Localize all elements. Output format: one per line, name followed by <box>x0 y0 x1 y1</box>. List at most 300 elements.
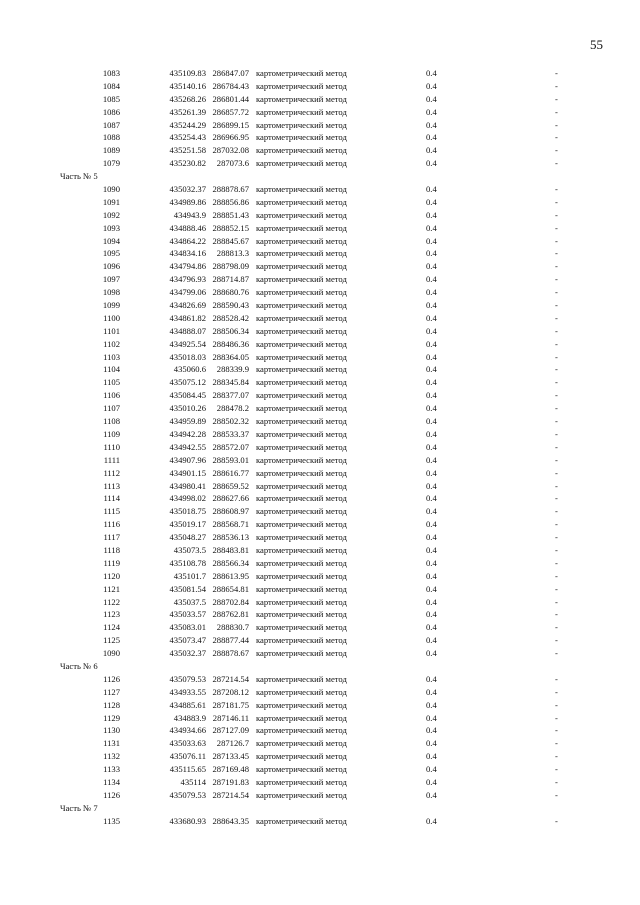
remark: - <box>555 725 558 736</box>
table-row <box>0 712 640 725</box>
point-number: 1092 <box>102 209 120 220</box>
table-row <box>0 80 640 93</box>
x-coordinate: 435018.75 <box>169 506 206 517</box>
method: картометрический метод <box>256 261 347 272</box>
point-number: 1130 <box>103 725 120 736</box>
accuracy: 0.4 <box>426 377 437 388</box>
table-row <box>0 763 640 776</box>
x-coordinate: 434794.86 <box>169 261 206 272</box>
method: картометрический метод <box>256 751 347 762</box>
method: картометрический метод <box>256 312 347 323</box>
x-coordinate: 434796.93 <box>169 274 206 285</box>
remark: - <box>555 287 558 298</box>
accuracy: 0.4 <box>426 416 437 427</box>
y-coordinate: 288878.67 <box>212 184 249 195</box>
method: картометрический метод <box>256 789 347 800</box>
part-label: Часть № 7 <box>60 802 98 813</box>
point-number: 1090 <box>102 184 120 195</box>
table-row <box>0 634 640 647</box>
remark: - <box>555 196 558 207</box>
x-coordinate: 434959.89 <box>169 416 206 427</box>
point-number: 1106 <box>103 390 120 401</box>
point-number: 1127 <box>103 686 120 697</box>
x-coordinate: 434943.9 <box>173 209 206 220</box>
accuracy: 0.4 <box>426 738 437 749</box>
method: картометрический метод <box>256 635 347 646</box>
accuracy: 0.4 <box>426 609 437 620</box>
x-coordinate: 435114 <box>180 776 206 787</box>
point-number: 1107 <box>103 403 120 414</box>
part-heading <box>0 170 640 183</box>
table-row <box>0 273 640 286</box>
y-coordinate: 287146.11 <box>212 712 249 723</box>
method: картометрический метод <box>256 158 347 169</box>
point-number: 1108 <box>103 416 120 427</box>
y-coordinate: 288654.81 <box>212 583 249 594</box>
point-number: 1134 <box>103 776 120 787</box>
point-number: 1112 <box>103 467 120 478</box>
remark: - <box>555 532 558 543</box>
accuracy: 0.4 <box>426 68 437 78</box>
x-coordinate: 435115.65 <box>169 764 206 775</box>
method: картометрический метод <box>256 532 347 543</box>
method: картометрический метод <box>256 351 347 362</box>
point-number: 1099 <box>102 300 120 311</box>
accuracy: 0.4 <box>426 158 437 169</box>
remark: - <box>555 222 558 233</box>
point-number: 1079 <box>102 158 120 169</box>
table-row <box>0 454 640 467</box>
y-coordinate: 286801.44 <box>212 93 249 104</box>
y-coordinate: 288339.9 <box>216 364 249 375</box>
y-coordinate: 288762.81 <box>212 609 249 620</box>
method: картометрический метод <box>256 712 347 723</box>
y-coordinate: 288830.7 <box>216 622 249 633</box>
method: картометрический метод <box>256 106 347 117</box>
accuracy: 0.4 <box>426 248 437 259</box>
accuracy: 0.4 <box>426 789 437 800</box>
accuracy: 0.4 <box>426 196 437 207</box>
accuracy: 0.4 <box>426 583 437 594</box>
accuracy: 0.4 <box>426 145 437 156</box>
accuracy: 0.4 <box>426 776 437 787</box>
y-coordinate: 288506.34 <box>212 325 249 336</box>
table-row <box>0 312 640 325</box>
accuracy: 0.4 <box>426 596 437 607</box>
table-row <box>0 557 640 570</box>
remark: - <box>555 106 558 117</box>
accuracy: 0.4 <box>426 506 437 517</box>
point-number: 1122 <box>103 596 120 607</box>
x-coordinate: 434980.41 <box>169 480 206 491</box>
y-coordinate: 288483.81 <box>212 544 249 555</box>
table-row <box>0 596 640 609</box>
x-coordinate: 435075.12 <box>169 377 206 388</box>
table-row <box>0 286 640 299</box>
point-number: 1111 <box>103 454 120 465</box>
table-row <box>0 144 640 157</box>
point-number: 1104 <box>103 364 120 375</box>
method: картометрический метод <box>256 815 347 826</box>
x-coordinate: 434942.55 <box>169 441 206 452</box>
part-label: Часть № 6 <box>60 660 98 671</box>
remark: - <box>555 764 558 775</box>
remark: - <box>555 467 558 478</box>
table-row <box>0 492 640 505</box>
accuracy: 0.4 <box>426 673 437 684</box>
remark: - <box>555 248 558 259</box>
remark: - <box>555 519 558 530</box>
table-row <box>0 699 640 712</box>
point-number: 1125 <box>103 635 120 646</box>
x-coordinate: 435261.39 <box>169 106 206 117</box>
point-number: 1089 <box>102 145 120 156</box>
method: картометрический метод <box>256 570 347 581</box>
point-number: 1105 <box>103 377 120 388</box>
point-number: 1123 <box>103 609 120 620</box>
method: картометрический метод <box>256 519 347 530</box>
y-coordinate: 288627.66 <box>212 493 249 504</box>
table-row <box>0 247 640 260</box>
x-coordinate: 435032.37 <box>169 184 206 195</box>
x-coordinate: 434826.69 <box>169 300 206 311</box>
y-coordinate: 288568.71 <box>212 519 249 530</box>
y-coordinate: 287073.6 <box>216 158 249 169</box>
x-coordinate: 434942.28 <box>169 428 206 439</box>
remark: - <box>555 312 558 323</box>
table-row <box>0 686 640 699</box>
table-row <box>0 363 640 376</box>
remark: - <box>555 158 558 169</box>
method: картометрический метод <box>256 93 347 104</box>
remark: - <box>555 145 558 156</box>
method: картометрический метод <box>256 428 347 439</box>
accuracy: 0.4 <box>426 480 437 491</box>
y-coordinate: 286784.43 <box>212 80 249 91</box>
point-number: 1110 <box>103 441 120 452</box>
point-number: 1131 <box>103 738 120 749</box>
remark: - <box>555 338 558 349</box>
accuracy: 0.4 <box>426 312 437 323</box>
x-coordinate: 435254.43 <box>169 132 206 143</box>
point-number: 1084 <box>102 80 120 91</box>
point-number: 1109 <box>103 428 120 439</box>
method: картометрический метод <box>256 364 347 375</box>
table-row <box>0 157 640 170</box>
accuracy: 0.4 <box>426 274 437 285</box>
table-row <box>0 621 640 634</box>
method: картометрический метод <box>256 80 347 91</box>
accuracy: 0.4 <box>426 338 437 349</box>
part-label: Часть № 5 <box>60 171 98 182</box>
accuracy: 0.4 <box>426 261 437 272</box>
x-coordinate: 435084.45 <box>169 390 206 401</box>
point-number: 1117 <box>103 532 120 543</box>
y-coordinate: 287127.09 <box>212 725 249 736</box>
y-coordinate: 288878.67 <box>212 648 249 659</box>
x-coordinate: 434888.07 <box>169 325 206 336</box>
y-coordinate: 288377.07 <box>212 390 249 401</box>
method: картометрический метод <box>256 441 347 452</box>
accuracy: 0.4 <box>426 441 437 452</box>
point-number: 1085 <box>102 93 120 104</box>
x-coordinate: 435060.6 <box>173 364 206 375</box>
x-coordinate: 434864.22 <box>169 235 206 246</box>
table-row <box>0 776 640 789</box>
accuracy: 0.4 <box>426 764 437 775</box>
accuracy: 0.4 <box>426 493 437 504</box>
accuracy: 0.4 <box>426 351 437 362</box>
x-coordinate: 435244.29 <box>169 119 206 130</box>
remark: - <box>555 751 558 762</box>
accuracy: 0.4 <box>426 815 437 826</box>
point-number: 1101 <box>103 325 120 336</box>
page-number: 55 <box>590 37 603 52</box>
accuracy: 0.4 <box>426 209 437 220</box>
method: картометрический метод <box>256 325 347 336</box>
method: картометрический метод <box>256 583 347 594</box>
accuracy: 0.4 <box>426 544 437 555</box>
y-coordinate: 286857.72 <box>212 106 249 117</box>
remark: - <box>555 648 558 659</box>
accuracy: 0.4 <box>426 519 437 530</box>
remark: - <box>555 68 558 78</box>
accuracy: 0.4 <box>426 712 437 723</box>
remark: - <box>555 583 558 594</box>
method: картометрический метод <box>256 738 347 749</box>
method: картометрический метод <box>256 506 347 517</box>
y-coordinate: 287181.75 <box>212 699 249 710</box>
table-row <box>0 608 640 621</box>
y-coordinate: 288877.44 <box>212 635 249 646</box>
remark: - <box>555 325 558 336</box>
table-row <box>0 106 640 119</box>
accuracy: 0.4 <box>426 222 437 233</box>
method: картометрический метод <box>256 196 347 207</box>
accuracy: 0.4 <box>426 364 437 375</box>
method: картометрический метод <box>256 184 347 195</box>
method: картометрический метод <box>256 673 347 684</box>
point-number: 1113 <box>103 480 120 491</box>
remark: - <box>555 622 558 633</box>
x-coordinate: 435108.78 <box>169 557 206 568</box>
method: картометрический метод <box>256 776 347 787</box>
table-row <box>0 505 640 518</box>
point-number: 1126 <box>103 673 120 684</box>
method: картометрический метод <box>256 132 347 143</box>
accuracy: 0.4 <box>426 532 437 543</box>
remark: - <box>555 686 558 697</box>
table-row <box>0 441 640 454</box>
y-coordinate: 288590.43 <box>212 300 249 311</box>
y-coordinate: 288813.3 <box>216 248 249 259</box>
method: картометрический метод <box>256 248 347 259</box>
remark: - <box>555 428 558 439</box>
remark: - <box>555 93 558 104</box>
accuracy: 0.4 <box>426 428 437 439</box>
y-coordinate: 288536.13 <box>212 532 249 543</box>
x-coordinate: 435076.11 <box>169 751 206 762</box>
accuracy: 0.4 <box>426 635 437 646</box>
remark: - <box>555 300 558 311</box>
accuracy: 0.4 <box>426 235 437 246</box>
point-number: 1091 <box>102 196 120 207</box>
x-coordinate: 434883.9 <box>173 712 206 723</box>
y-coordinate: 288593.01 <box>212 454 249 465</box>
y-coordinate: 287214.54 <box>212 673 249 684</box>
table-row <box>0 737 640 750</box>
y-coordinate: 288643.35 <box>212 815 249 826</box>
point-number: 1098 <box>102 287 120 298</box>
method: картометрический метод <box>256 725 347 736</box>
y-coordinate: 288616.77 <box>212 467 249 478</box>
table-row <box>0 583 640 596</box>
point-number: 1132 <box>103 751 120 762</box>
x-coordinate: 434885.61 <box>169 699 206 710</box>
x-coordinate: 435079.53 <box>169 789 206 800</box>
point-number: 1128 <box>103 699 120 710</box>
method: картометрический метод <box>256 287 347 298</box>
x-coordinate: 434925.54 <box>169 338 206 349</box>
remark: - <box>555 712 558 723</box>
accuracy: 0.4 <box>426 648 437 659</box>
y-coordinate: 288478.2 <box>216 403 249 414</box>
method: картометрический метод <box>256 403 347 414</box>
y-coordinate: 287126.7 <box>216 738 249 749</box>
y-coordinate: 288572.07 <box>212 441 249 452</box>
x-coordinate: 435230.82 <box>169 158 206 169</box>
method: картометрический метод <box>256 648 347 659</box>
accuracy: 0.4 <box>426 686 437 697</box>
x-coordinate: 435033.63 <box>169 738 206 749</box>
table-row <box>0 750 640 763</box>
point-number: 1094 <box>102 235 120 246</box>
method: картометрический метод <box>256 686 347 697</box>
y-coordinate: 288714.87 <box>212 274 249 285</box>
x-coordinate: 434907.96 <box>169 454 206 465</box>
point-number: 1120 <box>103 570 120 581</box>
method: картометрический метод <box>256 119 347 130</box>
remark: - <box>555 635 558 646</box>
x-coordinate: 435048.27 <box>169 532 206 543</box>
method: картометрический метод <box>256 145 347 156</box>
table-row <box>0 260 640 273</box>
part-heading <box>0 802 640 815</box>
table-row <box>0 789 640 802</box>
accuracy: 0.4 <box>426 751 437 762</box>
accuracy: 0.4 <box>426 106 437 117</box>
part-heading <box>0 660 640 673</box>
accuracy: 0.4 <box>426 557 437 568</box>
table-row <box>0 196 640 209</box>
point-number: 1090 <box>102 648 120 659</box>
method: картометрический метод <box>256 390 347 401</box>
method: картометрический метод <box>256 416 347 427</box>
y-coordinate: 288608.97 <box>212 506 249 517</box>
x-coordinate: 435079.53 <box>169 673 206 684</box>
accuracy: 0.4 <box>426 287 437 298</box>
y-coordinate: 286847.07 <box>212 68 249 78</box>
accuracy: 0.4 <box>426 467 437 478</box>
y-coordinate: 288702.84 <box>212 596 249 607</box>
method: картометрический метод <box>256 764 347 775</box>
point-number: 1114 <box>103 493 120 504</box>
table-row <box>0 351 640 364</box>
remark: - <box>555 493 558 504</box>
x-coordinate: 435019.17 <box>169 519 206 530</box>
method: картометрический метод <box>256 68 347 78</box>
y-coordinate: 288566.34 <box>212 557 249 568</box>
x-coordinate: 434834.16 <box>169 248 206 259</box>
remark: - <box>555 274 558 285</box>
x-coordinate: 434861.82 <box>169 312 206 323</box>
point-number: 1135 <box>103 815 120 826</box>
point-number: 1100 <box>103 312 120 323</box>
accuracy: 0.4 <box>426 184 437 195</box>
table-row <box>0 415 640 428</box>
table-row <box>0 647 640 660</box>
remark: - <box>555 480 558 491</box>
accuracy: 0.4 <box>426 725 437 736</box>
table-row <box>0 673 640 686</box>
table-row <box>0 389 640 402</box>
remark: - <box>555 776 558 787</box>
accuracy: 0.4 <box>426 699 437 710</box>
table-row <box>0 235 640 248</box>
point-number: 1115 <box>103 506 120 517</box>
x-coordinate: 435140.16 <box>169 80 206 91</box>
remark: - <box>555 132 558 143</box>
y-coordinate: 287208.12 <box>212 686 249 697</box>
point-number: 1126 <box>103 789 120 800</box>
accuracy: 0.4 <box>426 80 437 91</box>
remark: - <box>555 390 558 401</box>
y-coordinate: 288502.32 <box>212 416 249 427</box>
table-row <box>0 299 640 312</box>
remark: - <box>555 506 558 517</box>
y-coordinate: 288345.84 <box>212 377 249 388</box>
accuracy: 0.4 <box>426 300 437 311</box>
remark: - <box>555 673 558 684</box>
remark: - <box>555 441 558 452</box>
x-coordinate: 435081.54 <box>169 583 206 594</box>
table-row <box>0 531 640 544</box>
y-coordinate: 287032.08 <box>212 145 249 156</box>
method: картометрический метод <box>256 493 347 504</box>
y-coordinate: 287133.45 <box>212 751 249 762</box>
point-number: 1095 <box>102 248 120 259</box>
remark: - <box>555 815 558 826</box>
table-row <box>0 376 640 389</box>
remark: - <box>555 364 558 375</box>
point-number: 1087 <box>102 119 120 130</box>
remark: - <box>555 570 558 581</box>
remark: - <box>555 544 558 555</box>
x-coordinate: 435083.01 <box>169 622 206 633</box>
remark: - <box>555 351 558 362</box>
x-coordinate: 435032.37 <box>169 648 206 659</box>
remark: - <box>555 235 558 246</box>
point-number: 1121 <box>103 583 120 594</box>
method: картометрический метод <box>256 338 347 349</box>
point-number: 1086 <box>102 106 120 117</box>
x-coordinate: 434934.66 <box>169 725 206 736</box>
x-coordinate: 435251.58 <box>169 145 206 156</box>
table-row <box>0 402 640 415</box>
x-coordinate: 435018.03 <box>169 351 206 362</box>
table-row <box>0 428 640 441</box>
y-coordinate: 288659.52 <box>212 480 249 491</box>
